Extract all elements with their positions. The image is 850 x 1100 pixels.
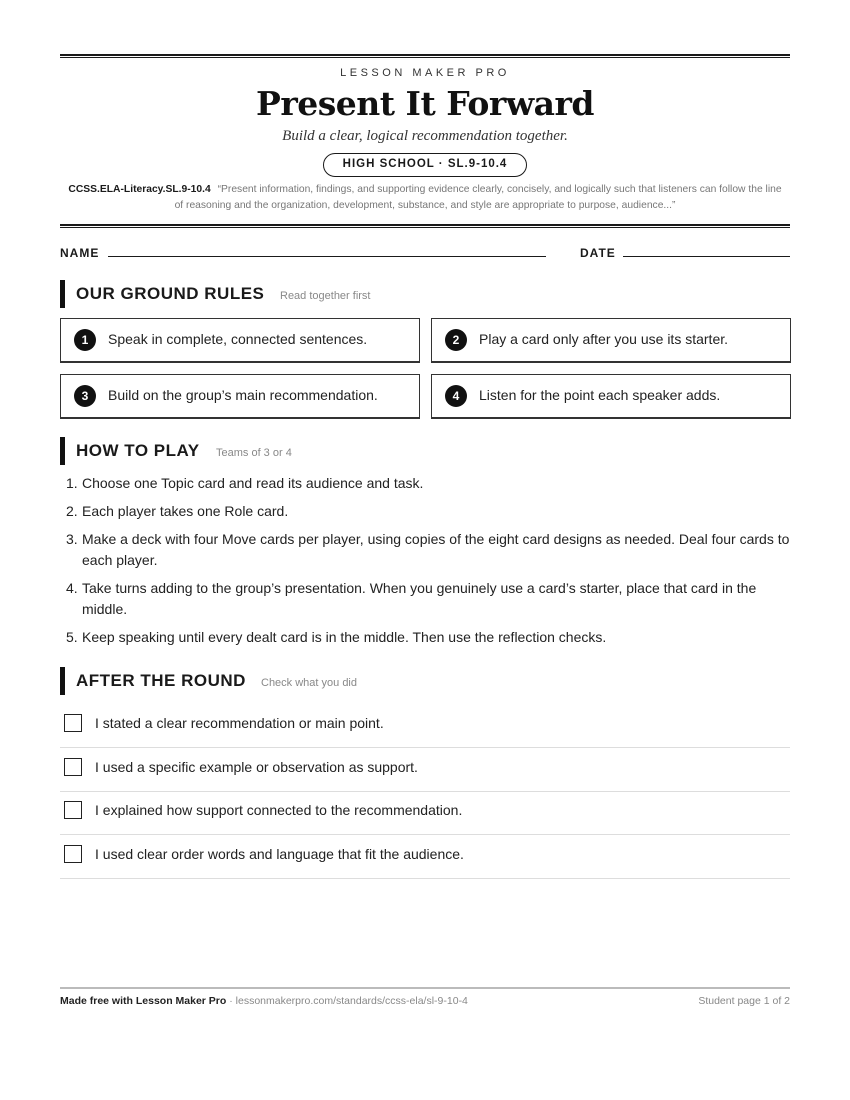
page-title: Present It Forward — [256, 84, 594, 123]
standard-text: “Present information, findings, and supporting evidence clearly, concisely, and logically such that listeners can follow the line of reasoning and the organization, development, substance, and style are appropriate to purpose, audience...” — [174, 184, 782, 211]
header-bottom-rule — [60, 224, 790, 228]
section-note: Read together first — [280, 290, 371, 302]
step-text: Take turns adding to the group’s presentation. When you genuinely use a card’s starter, place that card in the middle. — [82, 580, 757, 617]
ground-rule-text: Listen for the point each speaker adds. — [479, 387, 721, 403]
step-text: Each player takes one Role card. — [82, 503, 289, 519]
footer-page-info: Student page 1 of 2 — [698, 995, 790, 1007]
checklist-text: I explained how support connected to the recommendation. — [95, 802, 463, 818]
section-bar — [60, 280, 65, 308]
ground-rule-card — [431, 318, 791, 363]
standard-code: CCSS.ELA-Literacy.SL.9-10.4 — [68, 184, 211, 195]
header-top-rule — [60, 54, 790, 58]
step-text: Choose one Topic card and read its audience and task. — [82, 475, 424, 491]
section-title: OUR GROUND RULES — [76, 284, 265, 303]
checklist-text: I used a specific example or observation as support. — [95, 759, 418, 775]
step-number: 1. — [66, 475, 78, 491]
name-field[interactable] — [108, 256, 546, 257]
footer-url[interactable]: · lessonmakerpro.com/standards/ccss-ela/sl-9-10-4 — [226, 995, 468, 1007]
step-item — [60, 627, 790, 648]
steps-list — [60, 473, 790, 655]
checklist-item — [60, 791, 790, 835]
checkbox[interactable] — [64, 758, 82, 776]
step-text: Keep speaking until every dealt card is in the middle. Then use the reflection checks. — [82, 629, 607, 645]
grade-badge: HIGH SCHOOL · SL.9-10.4 — [323, 153, 527, 177]
step-item — [60, 578, 790, 620]
ground-rule-card — [60, 374, 420, 419]
brand-name: LESSON MAKER PRO — [340, 67, 510, 79]
checklist-text: I stated a clear recommendation or main point. — [95, 715, 384, 731]
section-title: AFTER THE ROUND — [76, 671, 246, 690]
date-label: DATE — [580, 246, 616, 260]
step-number: 5. — [66, 629, 78, 645]
step-item — [60, 529, 790, 571]
section-note: Teams of 3 or 4 — [216, 447, 292, 459]
checklist-item — [60, 704, 790, 748]
checkbox[interactable] — [64, 845, 82, 863]
footer-made-with: Made free with Lesson Maker Pro — [60, 995, 227, 1007]
step-number: 4. — [66, 580, 78, 596]
step-number: 3. — [66, 531, 78, 547]
ground-rule-text: Speak in complete, connected sentences. — [108, 331, 368, 347]
ground-rule-text: Build on the group’s main recommendation. — [108, 387, 378, 403]
step-number: 2. — [66, 503, 78, 519]
section-note: Check what you did — [261, 677, 357, 689]
ground-rule-card — [431, 374, 791, 419]
footer-credit — [60, 995, 468, 1007]
number-badge: 4 — [445, 385, 467, 407]
step-item — [60, 473, 790, 494]
checkbox[interactable] — [64, 714, 82, 732]
section-title: HOW TO PLAY — [76, 441, 200, 460]
name-label: NAME — [60, 246, 100, 260]
checklist-item — [60, 748, 790, 792]
section-bar — [60, 667, 65, 695]
checkbox[interactable] — [64, 801, 82, 819]
standard-description — [66, 182, 784, 214]
step-text: Make a deck with four Move cards per player, using copies of the eight card designs as needed. Deal four cards to each player. — [82, 531, 790, 568]
section-bar — [60, 437, 65, 465]
ground-rule-text: Play a card only after you use its starter. — [479, 331, 729, 347]
checklist-text: I used clear order words and language that fit the audience. — [95, 846, 464, 862]
number-badge: 2 — [445, 329, 467, 351]
checklist-item — [60, 835, 790, 879]
step-item — [60, 501, 790, 522]
ground-rule-card — [60, 318, 420, 363]
number-badge: 1 — [74, 329, 96, 351]
footer-rule — [60, 987, 790, 989]
date-field[interactable] — [623, 256, 790, 257]
number-badge: 3 — [74, 385, 96, 407]
page-subtitle: Build a clear, logical recommendation together. — [282, 128, 568, 144]
